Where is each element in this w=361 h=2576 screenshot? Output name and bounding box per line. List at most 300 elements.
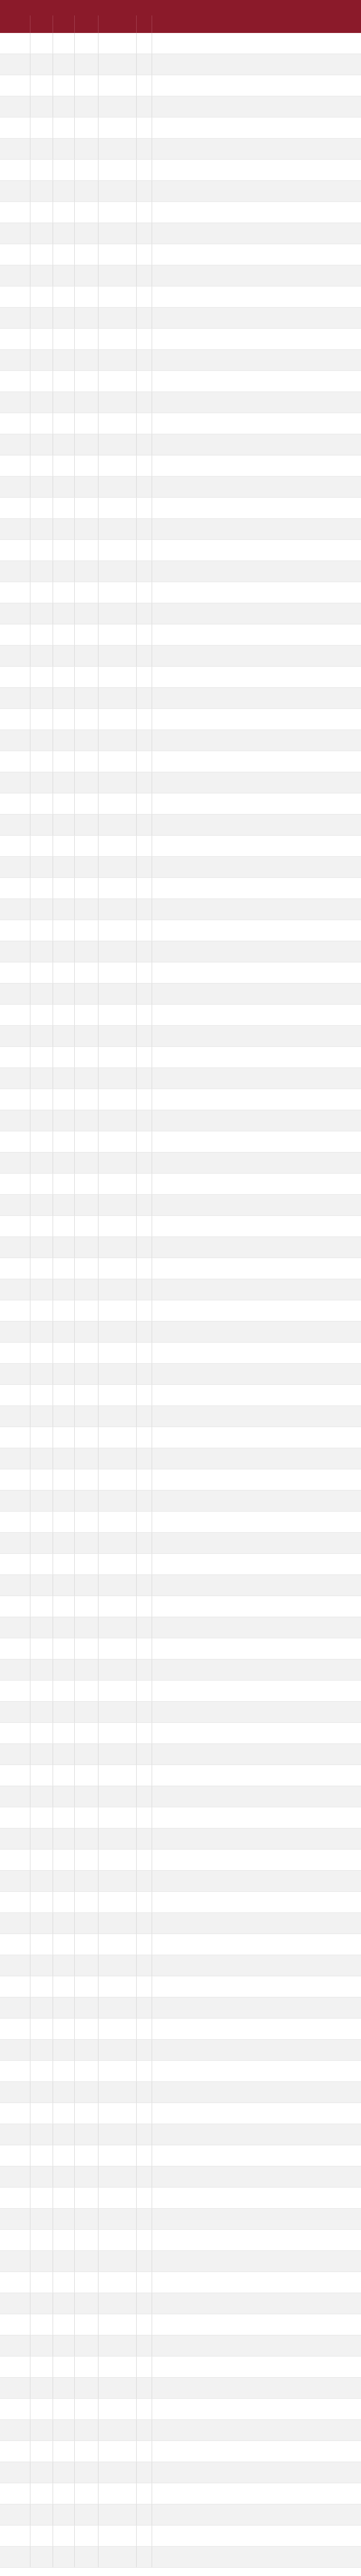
table-cell — [136, 1744, 152, 1765]
table-cell — [30, 2082, 53, 2103]
table-cell — [53, 2526, 74, 2547]
table-cell — [30, 1427, 53, 1448]
table-row — [0, 286, 361, 308]
table-row — [0, 2230, 361, 2251]
table-cell — [30, 1681, 53, 1702]
table-cell — [152, 202, 361, 223]
table-cell — [30, 2230, 53, 2251]
table-cell — [152, 2483, 361, 2504]
table-cell — [30, 1659, 53, 1681]
table-cell — [0, 519, 30, 540]
table-cell — [0, 139, 30, 160]
table-cell — [152, 1955, 361, 1976]
table-cell — [98, 2251, 136, 2272]
table-cell — [98, 1765, 136, 1786]
table-cell — [0, 984, 30, 1005]
table-cell — [74, 1828, 98, 1850]
document-title — [0, 0, 361, 15]
table-cell — [136, 329, 152, 350]
table-cell — [74, 1406, 98, 1427]
table-cell — [98, 1702, 136, 1723]
table-row — [0, 1681, 361, 1702]
table-cell — [53, 1828, 74, 1850]
table-cell — [152, 1659, 361, 1681]
table-cell — [136, 1237, 152, 1258]
table-row — [0, 1237, 361, 1258]
table-cell — [53, 96, 74, 117]
table-row — [0, 2504, 361, 2526]
table-cell — [0, 1871, 30, 1892]
table-cell — [30, 2188, 53, 2209]
table-cell — [53, 836, 74, 857]
table-cell — [30, 1068, 53, 1089]
table-cell — [98, 1300, 136, 1321]
table-cell — [74, 54, 98, 75]
table-cell — [30, 2293, 53, 2314]
table-cell — [136, 2145, 152, 2166]
table-cell — [0, 1406, 30, 1427]
table-cell — [30, 751, 53, 772]
table-cell — [136, 2103, 152, 2124]
table-cell — [136, 709, 152, 730]
table-cell — [30, 413, 53, 434]
table-cell — [136, 2378, 152, 2399]
table-cell — [30, 477, 53, 498]
table-cell — [74, 2483, 98, 2504]
table-cell — [30, 2335, 53, 2357]
table-row — [0, 2209, 361, 2230]
table-cell — [98, 2209, 136, 2230]
table-cell — [53, 1744, 74, 1765]
table-cell — [30, 2019, 53, 2040]
table-cell — [74, 329, 98, 350]
table-cell — [136, 857, 152, 878]
table-row — [0, 582, 361, 603]
table-cell — [30, 2272, 53, 2293]
table-cell — [74, 1131, 98, 1153]
table-cell — [136, 286, 152, 308]
table-cell — [152, 1512, 361, 1533]
table-cell — [74, 1068, 98, 1089]
table-cell — [98, 2040, 136, 2061]
table-cell — [30, 1026, 53, 1047]
table-cell — [53, 33, 74, 54]
table-cell — [0, 223, 30, 244]
table-cell — [53, 1448, 74, 1469]
table-cell — [152, 1997, 361, 2019]
table-cell — [30, 582, 53, 603]
table-row — [0, 1702, 361, 1723]
table-row — [0, 857, 361, 878]
table-cell — [74, 1892, 98, 1913]
table-row — [0, 899, 361, 920]
table-row — [0, 413, 361, 434]
table-cell — [0, 836, 30, 857]
table-cell — [30, 1321, 53, 1343]
table-cell — [98, 2082, 136, 2103]
table-cell — [74, 181, 98, 202]
table-cell — [74, 2124, 98, 2145]
table-cell — [136, 984, 152, 1005]
table-cell — [98, 1110, 136, 1131]
table-cell — [152, 1469, 361, 1490]
table-cell — [30, 688, 53, 709]
table-cell — [136, 1596, 152, 1617]
table-cell — [74, 2145, 98, 2166]
table-cell — [53, 1533, 74, 1554]
table-cell — [98, 329, 136, 350]
table-cell — [136, 2335, 152, 2357]
table-cell — [98, 1406, 136, 1427]
table-cell — [98, 1343, 136, 1364]
table-cell — [152, 2251, 361, 2272]
table-cell — [30, 920, 53, 941]
table-cell — [0, 1997, 30, 2019]
table-cell — [152, 181, 361, 202]
table-cell — [152, 1681, 361, 1702]
table-cell — [136, 646, 152, 667]
table-cell — [152, 2526, 361, 2547]
table-cell — [74, 1807, 98, 1828]
table-cell — [30, 1131, 53, 1153]
table-cell — [0, 1174, 30, 1195]
table-cell — [74, 1490, 98, 1512]
table-cell — [53, 1659, 74, 1681]
table-cell — [136, 1659, 152, 1681]
table-row — [0, 920, 361, 941]
table-cell — [152, 1892, 361, 1913]
table-cell — [136, 350, 152, 371]
table-cell — [53, 1913, 74, 1934]
table-cell — [0, 1490, 30, 1512]
table-cell — [30, 1300, 53, 1321]
table-cell — [53, 2357, 74, 2378]
table-cell — [136, 2166, 152, 2188]
table-cell — [30, 75, 53, 96]
table-cell — [74, 2082, 98, 2103]
table-cell — [30, 540, 53, 561]
table-cell — [74, 1976, 98, 1997]
table-cell — [53, 308, 74, 329]
table-cell — [53, 1934, 74, 1955]
table-cell — [53, 730, 74, 751]
table-row — [0, 181, 361, 202]
table-cell — [74, 1279, 98, 1300]
table-cell — [53, 540, 74, 561]
table-cell — [53, 202, 74, 223]
table-cell — [98, 772, 136, 793]
table-cell — [98, 2483, 136, 2504]
table-cell — [152, 1385, 361, 1406]
table-cell — [136, 223, 152, 244]
table-row — [0, 1575, 361, 1596]
table-cell — [74, 984, 98, 1005]
table-row — [0, 815, 361, 836]
table-row — [0, 2019, 361, 2040]
table-cell — [98, 117, 136, 139]
table-cell — [98, 455, 136, 477]
table-cell — [98, 2272, 136, 2293]
table-cell — [53, 2547, 74, 2568]
table-cell — [98, 2103, 136, 2124]
table-cell — [0, 75, 30, 96]
table-cell — [152, 477, 361, 498]
table-cell — [136, 1702, 152, 1723]
table-cell — [74, 2399, 98, 2420]
table-cell — [98, 1174, 136, 1195]
column-header — [136, 15, 152, 33]
table-cell — [136, 2526, 152, 2547]
table-cell — [0, 181, 30, 202]
table-cell — [98, 498, 136, 519]
table-cell — [30, 624, 53, 646]
table-cell — [30, 1955, 53, 1976]
table-cell — [30, 2145, 53, 2166]
table-cell — [152, 1744, 361, 1765]
table-cell — [98, 1005, 136, 1026]
table-cell — [152, 1237, 361, 1258]
table-cell — [98, 1533, 136, 1554]
table-cell — [74, 1744, 98, 1765]
table-cell — [152, 286, 361, 308]
table-cell — [136, 117, 152, 139]
table-cell — [53, 2188, 74, 2209]
table-cell — [136, 519, 152, 540]
table-row — [0, 54, 361, 75]
table-cell — [53, 2462, 74, 2483]
table-cell — [74, 2230, 98, 2251]
table-cell — [74, 899, 98, 920]
table-cell — [30, 1702, 53, 1723]
table-cell — [136, 2230, 152, 2251]
table-cell — [152, 1195, 361, 1216]
table-cell — [152, 160, 361, 181]
table-cell — [0, 646, 30, 667]
table-cell — [152, 688, 361, 709]
table-cell — [136, 836, 152, 857]
column-header — [98, 15, 136, 33]
table-row — [0, 1321, 361, 1343]
table-row — [0, 33, 361, 54]
table-cell — [98, 2335, 136, 2357]
table-cell — [30, 603, 53, 624]
table-cell — [53, 582, 74, 603]
table-cell — [30, 1617, 53, 1638]
table-cell — [74, 1469, 98, 1490]
table-cell — [30, 139, 53, 160]
table-cell — [136, 1321, 152, 1343]
table-cell — [53, 2420, 74, 2441]
table-cell — [98, 2357, 136, 2378]
table-cell — [30, 1406, 53, 1427]
table-cell — [30, 2420, 53, 2441]
table-cell — [74, 477, 98, 498]
table-cell — [136, 2188, 152, 2209]
table-cell — [53, 2082, 74, 2103]
table-cell — [74, 2335, 98, 2357]
table-cell — [53, 1469, 74, 1490]
table-cell — [152, 2335, 361, 2357]
table-cell — [30, 96, 53, 117]
table-cell — [98, 1976, 136, 1997]
table-cell — [53, 2145, 74, 2166]
table-row — [0, 2251, 361, 2272]
table-cell — [30, 1765, 53, 1786]
table-cell — [98, 899, 136, 920]
table-cell — [152, 329, 361, 350]
table-row — [0, 2166, 361, 2188]
table-cell — [152, 350, 361, 371]
table-row — [0, 836, 361, 857]
table-cell — [30, 1448, 53, 1469]
table-cell — [53, 117, 74, 139]
table-cell — [30, 54, 53, 75]
table-cell — [136, 1638, 152, 1659]
table-row — [0, 2483, 361, 2504]
table-row — [0, 371, 361, 392]
table-cell — [53, 1258, 74, 1279]
table-cell — [30, 2209, 53, 2230]
table-cell — [152, 371, 361, 392]
table-cell — [98, 1279, 136, 1300]
table-cell — [53, 1765, 74, 1786]
table-row — [0, 1512, 361, 1533]
table-cell — [136, 434, 152, 455]
table-cell — [98, 434, 136, 455]
table-cell — [53, 1089, 74, 1110]
table-cell — [152, 1448, 361, 1469]
table-cell — [152, 793, 361, 815]
table-cell — [136, 2504, 152, 2526]
table-cell — [0, 1153, 30, 1174]
table-cell — [136, 1765, 152, 1786]
table-cell — [53, 1406, 74, 1427]
table-cell — [152, 1153, 361, 1174]
table-cell — [136, 1575, 152, 1596]
table-row — [0, 1026, 361, 1047]
table-cell — [30, 1934, 53, 1955]
table-row — [0, 1110, 361, 1131]
table-cell — [98, 1258, 136, 1279]
table-row — [0, 1659, 361, 1681]
table-cell — [98, 2462, 136, 2483]
table-cell — [136, 244, 152, 265]
table-cell — [74, 1575, 98, 1596]
table-cell — [136, 392, 152, 413]
table-cell — [0, 540, 30, 561]
table-cell — [53, 434, 74, 455]
table-cell — [74, 1321, 98, 1343]
column-header — [152, 15, 361, 33]
table-cell — [152, 624, 361, 646]
table-cell — [0, 815, 30, 836]
table-cell — [136, 1934, 152, 1955]
table-cell — [152, 1026, 361, 1047]
table-cell — [152, 265, 361, 286]
table-cell — [74, 1850, 98, 1871]
data-table — [0, 15, 361, 2568]
table-cell — [98, 2526, 136, 2547]
table-cell — [152, 1216, 361, 1237]
table-cell — [30, 878, 53, 899]
table-cell — [53, 2378, 74, 2399]
table-cell — [0, 603, 30, 624]
table-cell — [30, 223, 53, 244]
table-cell — [74, 1174, 98, 1195]
table-cell — [0, 2019, 30, 2040]
table-cell — [0, 1744, 30, 1765]
table-cell — [152, 1596, 361, 1617]
table-cell — [98, 54, 136, 75]
table-cell — [74, 2526, 98, 2547]
table-cell — [74, 2441, 98, 2462]
table-cell — [0, 1596, 30, 1617]
table-cell — [152, 857, 361, 878]
table-cell — [0, 308, 30, 329]
table-cell — [136, 1258, 152, 1279]
table-cell — [0, 1681, 30, 1702]
table-cell — [98, 1871, 136, 1892]
table-cell — [53, 244, 74, 265]
table-cell — [53, 793, 74, 815]
table-cell — [30, 455, 53, 477]
table-cell — [53, 561, 74, 582]
table-cell — [0, 1005, 30, 1026]
table-cell — [98, 1934, 136, 1955]
table-cell — [0, 1237, 30, 1258]
table-cell — [30, 561, 53, 582]
table-cell — [53, 2040, 74, 2061]
table-cell — [136, 1364, 152, 1385]
table-cell — [30, 1005, 53, 1026]
table-row — [0, 624, 361, 646]
header-row — [0, 15, 361, 33]
table-cell — [98, 1744, 136, 1765]
table-cell — [136, 1617, 152, 1638]
table-row — [0, 1955, 361, 1976]
table-cell — [136, 1892, 152, 1913]
table-cell — [30, 265, 53, 286]
table-cell — [152, 117, 361, 139]
table-cell — [74, 1913, 98, 1934]
table-row — [0, 96, 361, 117]
table-cell — [74, 2378, 98, 2399]
table-cell — [53, 1871, 74, 1892]
table-row — [0, 160, 361, 181]
table-cell — [136, 181, 152, 202]
table-cell — [152, 139, 361, 160]
table-row — [0, 1871, 361, 1892]
table-cell — [0, 2357, 30, 2378]
table-cell — [0, 1659, 30, 1681]
table-cell — [30, 160, 53, 181]
table-cell — [98, 2166, 136, 2188]
table-row — [0, 751, 361, 772]
table-cell — [136, 1997, 152, 2019]
table-cell — [136, 75, 152, 96]
table-cell — [0, 413, 30, 434]
table-row — [0, 1934, 361, 1955]
table-cell — [74, 2103, 98, 2124]
table-cell — [0, 1575, 30, 1596]
table-cell — [98, 561, 136, 582]
column-header — [74, 15, 98, 33]
table-cell — [0, 667, 30, 688]
table-cell — [136, 2251, 152, 2272]
table-cell — [53, 1110, 74, 1131]
table-cell — [152, 646, 361, 667]
table-cell — [0, 2483, 30, 2504]
